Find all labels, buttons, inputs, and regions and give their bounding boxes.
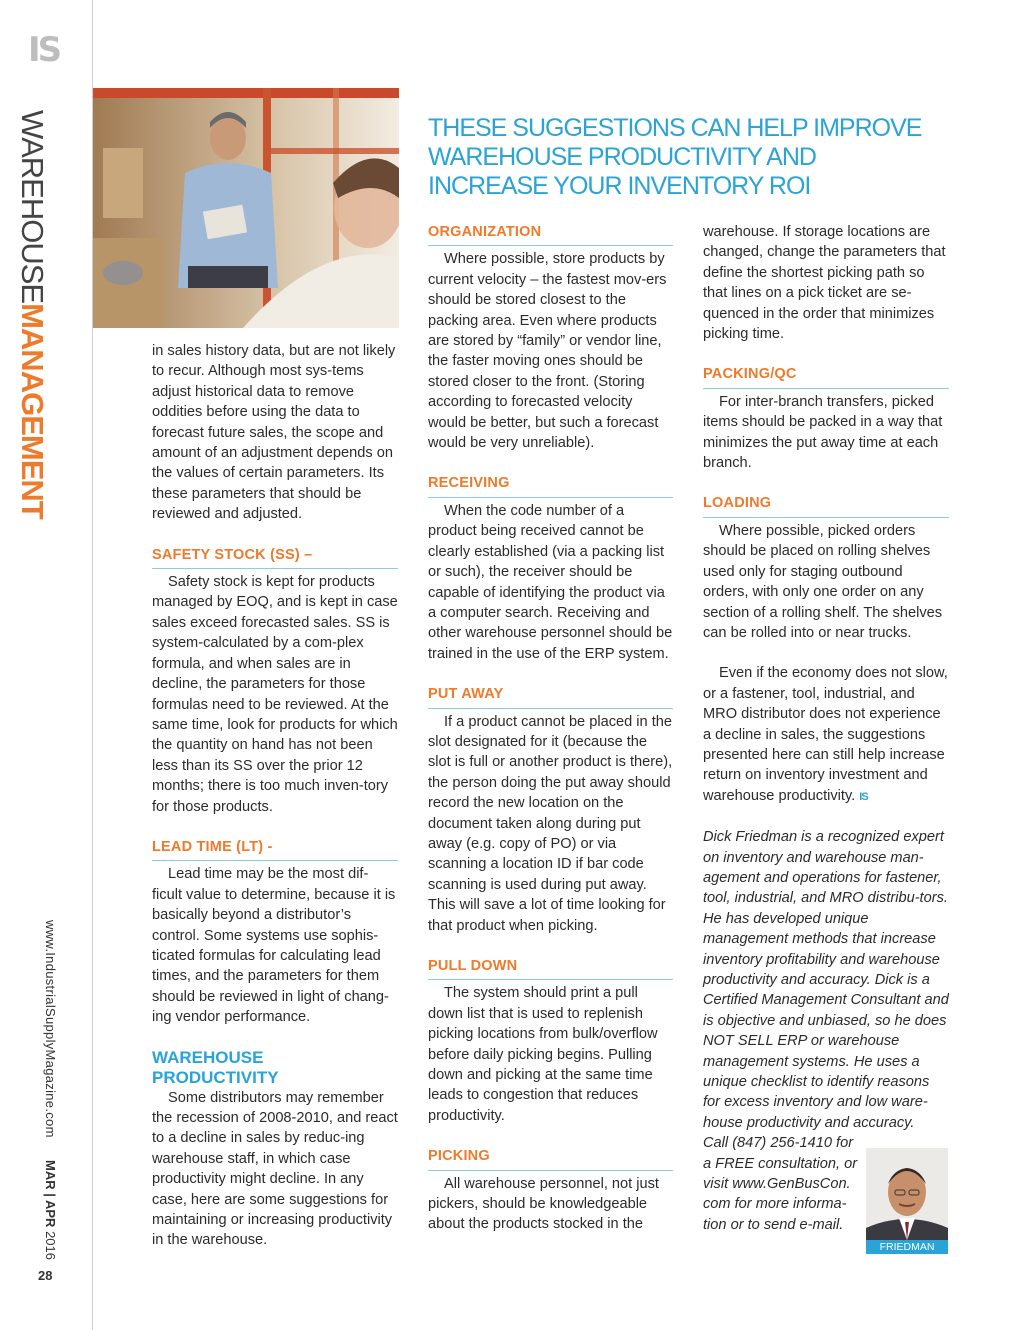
headline-line-2: WAREHOUSE PRODUCTIVITY AND — [428, 143, 816, 171]
portrait-caption: FRIEDMAN — [866, 1240, 948, 1254]
put-away-heading: PUT AWAY — [428, 684, 673, 708]
intro-paragraph: in sales history data, but are not likely to recur. Although most sys-tems adjust historical data to remove oddities before using the data to forecast future sales, the scope and amount of an adjustment depends on the values of certain parameters. Its these parameters that should be reviewed and adjusted. — [152, 343, 396, 523]
issue-year: 2016 — [43, 1231, 58, 1260]
pull-down-paragraph: The system should print a pull down list that is used to replenish picking locations from bulk/overflow before daily picking begins. Pulling down and picking at the same time leads to congestion that reduces productivity. — [428, 985, 658, 1124]
organization-paragraph: Where possible, store products by current velocity – the fastest mov-ers should be stored closest to the packing area. Even where products are stored by “family” or vendor line, the faster moving ones should be stored closer to the front. (Storing according to forecasted velocity would be better, but such a forecast would be very unreliable). — [428, 251, 667, 452]
organization-heading: ORGANIZATION — [428, 222, 673, 246]
picking-paragraph: All warehouse personnel, not just pickers, should be knowledgeable about the products stocked in the — [428, 1175, 659, 1233]
headline-line-1: THESE SUGGESTIONS CAN HELP IMPROVE — [428, 114, 922, 142]
contact-line-3: visit www.GenBusCon. — [703, 1176, 851, 1193]
section-title-light: WAREHOUSE — [15, 110, 50, 304]
author-bio — [703, 827, 949, 1133]
contact-line-5: tion or to send e-mail. — [703, 1216, 844, 1233]
author-portrait — [866, 1148, 948, 1254]
closing-paragraph — [703, 663, 949, 807]
packing-qc-paragraph: For inter-branch transfers, picked items should be packed in a way that minimizes the put away time at each branch. — [703, 393, 943, 472]
section-title-bold: MANAGEMENT — [15, 303, 50, 519]
receiving-heading: RECEIVING — [428, 473, 673, 497]
page-number: 28 — [38, 1268, 53, 1283]
put-away-paragraph: If a product cannot be placed in the slot designated for it (because the slot is full or another product is there), the person doing the put away should record the new location on the document taken along during put away (e.g. copy of PO) or via scanning a location ID if bar code scanning is used during put away. This will save a lot of time looking for that product when picking. — [428, 713, 673, 934]
article-column-1 — [152, 341, 398, 1251]
receiving-paragraph: When the code number of a product being received cannot be clearly established (via a packing list or such), the receiver should be capable of identifying the product via a computer search. Receiving and other warehouse personnel should be trained in the use of the ERP system. — [428, 502, 673, 662]
lead-time-heading: LEAD TIME (LT) - — [152, 837, 398, 861]
end-mark: IS — [859, 790, 868, 803]
magazine-logo: IS — [28, 30, 60, 70]
author-portrait-art — [866, 1148, 948, 1254]
author-bio-text: Dick Friedman is a recognized expert on inventory and warehouse man-agement and operations for fastener, tool, industrial, and MRO distribu-tors. He has developed unique management methods that increase inventory profitability and warehouse productivity and accuracy. Dick is a Certified Management Consultant and is objective and unbiased, so he does NOT SELL ERP or warehouse management systems. He uses a unique checklist to identify reasons for excess inventory and low ware-house productivity and accuracy. — [703, 829, 949, 1131]
contact-line-4: com for more informa- — [703, 1196, 847, 1213]
warehouse-productivity-heading — [152, 1048, 398, 1088]
contact-line-1: Call (847) 256-1410 for — [703, 1135, 854, 1152]
lead-time-paragraph: Lead time may be the most dif-ficult value to determine, because it is basically beyond a distributor’s control. Some systems use sophis-ticated formulas for calculating lead times, and the parameters for them should be reviewed in light of chang-ing vendor performance. — [152, 866, 396, 1026]
contact-line-2: a FREE consultation, or — [703, 1155, 858, 1172]
closing-text: Even if the economy does not slow, or a fastener, tool, industrial, and MRO distributor does not experience a decline in sales, the suggestions presented here can still help increase return on inventory investment and warehouse productivity. — [703, 665, 948, 804]
safety-stock-heading: SAFETY STOCK (SS) – — [152, 545, 398, 569]
issue-month: MAR | APR — [43, 1160, 58, 1228]
issue-date — [43, 1160, 58, 1260]
safety-stock-paragraph: Safety stock is kept for products managed by EOQ, and is kept in case sales exceed forecasted sales. SS is system-calculated by a com-plex formula, and when sales are in decline, the parameters for those formulas need to be reviewed. At the same time, look for products for which the quantity on hand has not been less than its SS over the prior 12 months; there is too much inven-tory for those products. — [152, 574, 398, 815]
article-headline — [428, 114, 988, 201]
headline-line-3: INCREASE YOUR INVENTORY ROI — [428, 172, 811, 200]
warehouse-photo-art — [93, 88, 399, 328]
packing-qc-heading: PACKING/QC — [703, 364, 949, 388]
article-column-2 — [428, 222, 673, 1235]
warehouse-productivity-paragraph: Some distributors may remember the recession of 2008-2010, and react to a decline in sales by reduc-ing warehouse staff, in which case productivity might decline. In any case, here are some suggestions for maintaining or increasing productivity in the warehouse. — [152, 1089, 398, 1249]
loading-heading: LOADING — [703, 493, 949, 517]
picking-continued-paragraph: warehouse. If storage locations are changed, change the parameters that define the shortest picking path so that lines on a pick ticket are se-quenced in the order that minimizes picking time. — [703, 224, 946, 343]
picking-heading: PICKING — [428, 1146, 673, 1170]
pull-down-heading: PULL DOWN — [428, 956, 673, 980]
section-title — [17, 110, 48, 519]
loading-paragraph: Where possible, picked orders should be placed on rolling shelves used only for staging outbound orders, with only one order on any section of a rolling shelf. The shelves can be rolled into or near trucks. — [703, 522, 943, 641]
wp-heading-line-1: WAREHOUSE — [152, 1047, 264, 1067]
wp-heading-line-2: PRODUCTIVITY — [152, 1067, 279, 1087]
article-column-3 — [703, 222, 949, 1235]
website-url: www.IndustrialSupplyMagazine.com — [43, 920, 58, 1138]
warehouse-photo — [93, 88, 399, 328]
